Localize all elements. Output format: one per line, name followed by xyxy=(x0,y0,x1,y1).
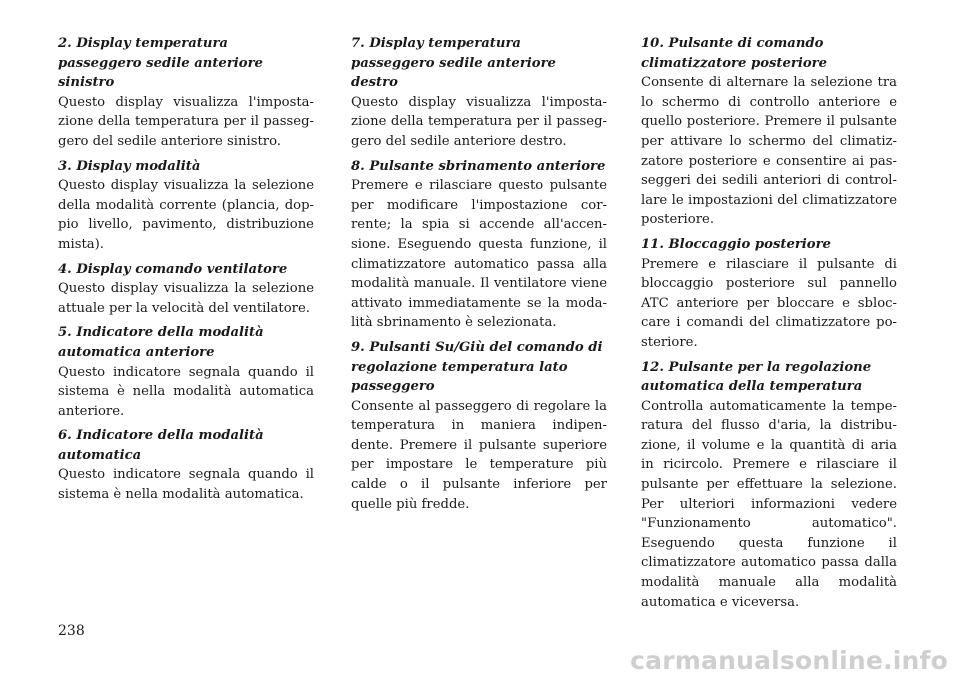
section xyxy=(58,426,314,504)
section-title: 5. Indicatore della modalità automatica anteriore xyxy=(58,325,264,360)
section xyxy=(351,34,607,152)
section xyxy=(58,34,314,152)
text-column-1 xyxy=(58,34,314,510)
section-title: 2. Display temperatura passeggero sedile anteriore sinistro xyxy=(58,36,263,91)
section xyxy=(58,260,314,319)
section-body: Questo indicatore segnala quando il sistema è nella modalità automatica anteriore. xyxy=(58,364,314,419)
section-title: 6. Indicatore della modalità automatica xyxy=(58,428,264,463)
section-title: 7. Display temperatura passeggero sedile anteriore destro xyxy=(351,36,556,91)
section xyxy=(351,157,607,333)
section-body: Controlla automaticamente la temperatura del flusso d'aria, la distribuzione, il volume e la quantità di aria in ricircolo. Premere e rilasciare il pulsante per effettuare la selezione. Per ulteriori informazioni vedere "Funzionamento automatico". Eseguendo questa funzione il climatizzatore automatico passa dalla modalità manuale alla modalità automatica e viceversa. xyxy=(641,398,897,610)
section-body: Premere e rilasciare questo pulsante per modificare l'impostazione corrente; la spia si accende all'accensione. Eseguendo questa funzione, il climatizzatore automatico passa alla modalità manuale. Il ventilatore viene attivato immediatamente se la modalità sbrinamento è selezionata. xyxy=(351,178,607,331)
section-body: Consente di alternare la selezione tra lo schermo di controllo anteriore e quello posteriore. Premere il pulsante per attivare lo schermo del climatizzatore posteriore e consentire ai passeggeri dei sedili anteriori di controllare le impostazioni del climatizzatore posteriore. xyxy=(641,75,897,228)
section-body: Questo display visualizza la selezione attuale per la velocità del ventilatore. xyxy=(58,281,314,316)
section-title: 11. Bloccaggio posteriore xyxy=(641,236,831,252)
section-title: 3. Display modalità xyxy=(58,158,201,174)
page-number: 238 xyxy=(58,623,85,639)
section xyxy=(351,338,607,514)
watermark: carmanualsonline.info xyxy=(630,646,948,675)
text-column-2 xyxy=(351,34,607,519)
section xyxy=(58,323,314,421)
section-title: 4. Display comando ventilatore xyxy=(58,261,288,277)
section xyxy=(58,157,314,255)
section-body: Questo display visualizza l'impostazione della temperatura per il passeggero del sedile anteriore sinistro. xyxy=(58,94,314,149)
section-body: Questo indicatore segnala quando il sistema è nella modalità automatica. xyxy=(58,467,314,503)
section-title: 12. Pulsante per la regolazione automatica della temperatura xyxy=(641,359,872,395)
section-title: 10. Pulsante di comando climatizzatore posteriore xyxy=(641,36,828,71)
section xyxy=(641,34,897,230)
section-title: 9. Pulsanti Su/Giù del comando di regolazione temperatura lato passeggero xyxy=(351,339,603,395)
section-body: Premere e rilasciare il pulsante di bloccaggio posteriore sul pannello ATC anteriore per bloccare e sbloccare i comandi del climatizzatore posteriore. xyxy=(641,256,897,350)
section-body: Consente al passeggero di regolare la temperatura in maniera indipendente. Premere il pulsante superiore per impostare le temperature più calde o il pulsante inferiore per quelle più fredde. xyxy=(351,398,607,512)
section-title: 8. Pulsante sbrinamento anteriore xyxy=(351,158,606,174)
section-body: Questo display visualizza la selezione della modalità corrente (plancia, doppio livello, pavimento, distribuzione mista). xyxy=(58,178,314,252)
text-column-3 xyxy=(641,34,897,617)
section xyxy=(641,235,897,353)
section xyxy=(641,358,897,613)
section-body: Questo display visualizza l'impostazione della temperatura per il passeggero del sedile anteriore destro. xyxy=(351,94,607,149)
